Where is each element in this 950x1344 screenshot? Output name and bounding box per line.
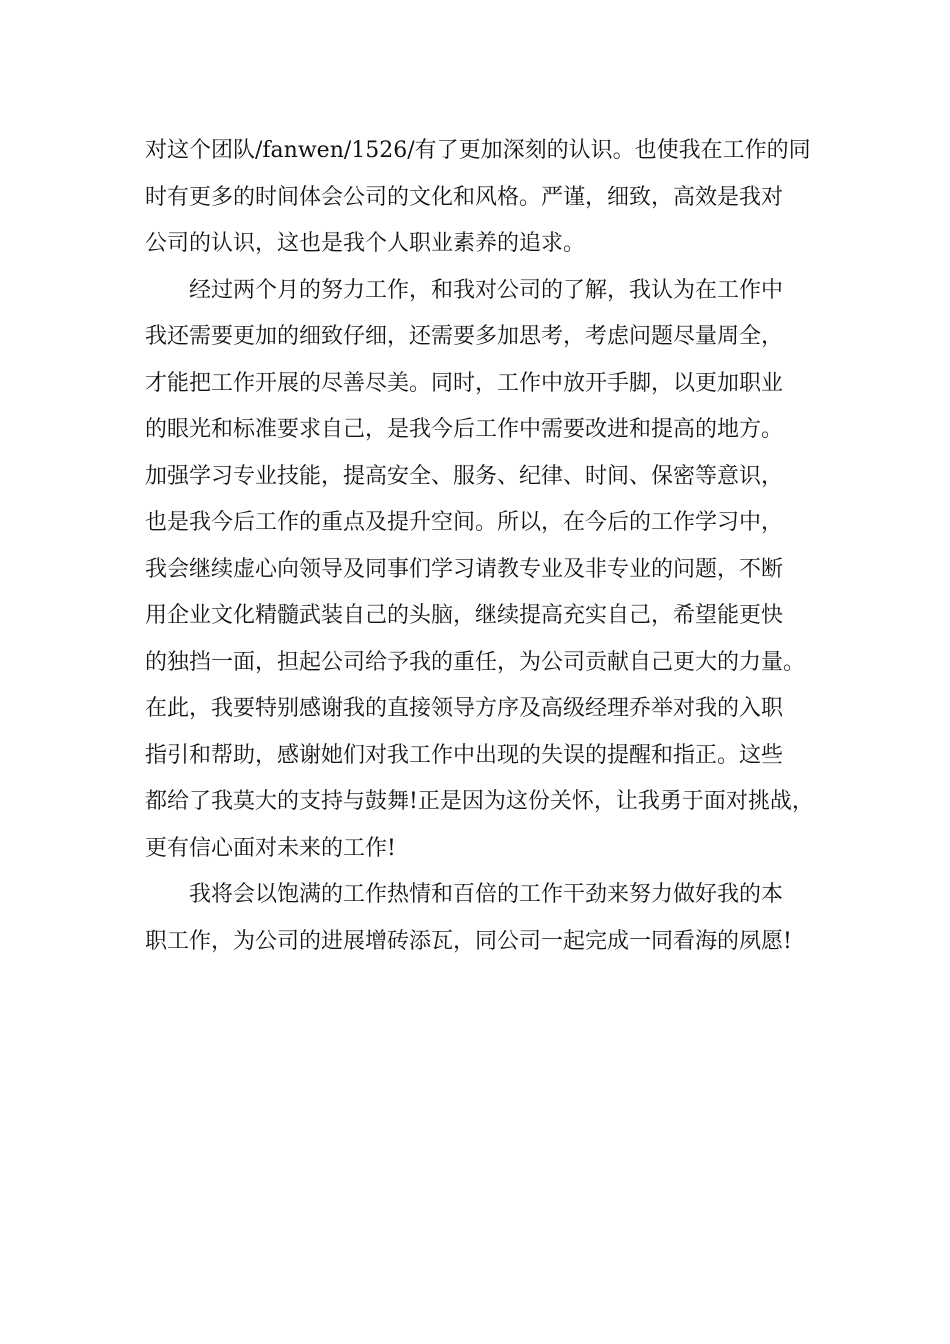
text-line: 也是我今后工作的重点及提升空间。所以，在今后的工作学习中， [145,510,784,535]
text-line: 我会继续虚心向领导及同事们学习请教专业及非专业的问题，不断 [145,556,784,582]
text-line: 的眼光和标准要求自己，是我今后工作中需要改进和提高的地方。 [145,417,784,442]
text-line: 更有信心面对未来的工作! [145,835,396,861]
text-line: 加强学习专业技能，提高安全、服务、纪律、时间、保密等意识， [145,463,784,489]
text-line: 时有更多的时间体会公司的文化和风格。严谨，细致，高效是我对 [145,184,784,210]
text-line: 的独挡一面，担起公司给予我的重任，为公司贡献自己更大的力量。 [145,649,806,675]
paragraph-start-line: 我将会以饱满的工作热情和百倍的工作干劲来努力做好我的本 [189,882,784,907]
document-body [145,128,835,965]
text-line: 在此，我要特别感谢我的直接领导方序及高级经理乔举对我的入职 [145,696,784,721]
text-line: 公司的认识，这也是我个人职业素养的追求。 [145,231,586,256]
text-line: 我还需要更加的细致仔细，还需要多加思考，考虑问题尽量周全， [145,324,784,349]
text-line: 职工作，为公司的进展增砖添瓦，同公司一起完成一同看海的夙愿! [145,928,792,954]
text-line: 指引和帮助，感谢她们对我工作中出现的失误的提醒和指正。这些 [145,742,784,768]
paragraph-start-line: 经过两个月的努力工作，和我对公司的了解，我认为在工作中 [189,277,784,303]
text-line: 才能把工作开展的尽善尽美。同时，工作中放开手脚，以更加职业 [145,370,784,396]
text-line: 对这个团队/fanwen/1526/有了更加深刻的认识。也使我在工作的同 [145,138,811,163]
text-line: 都给了我莫大的支持与鼓舞!正是因为这份关怀，让我勇于面对挑战， [145,789,814,814]
text-line: 用企业文化精髓武装自己的头脑，继续提高充实自己，希望能更快 [145,603,784,628]
